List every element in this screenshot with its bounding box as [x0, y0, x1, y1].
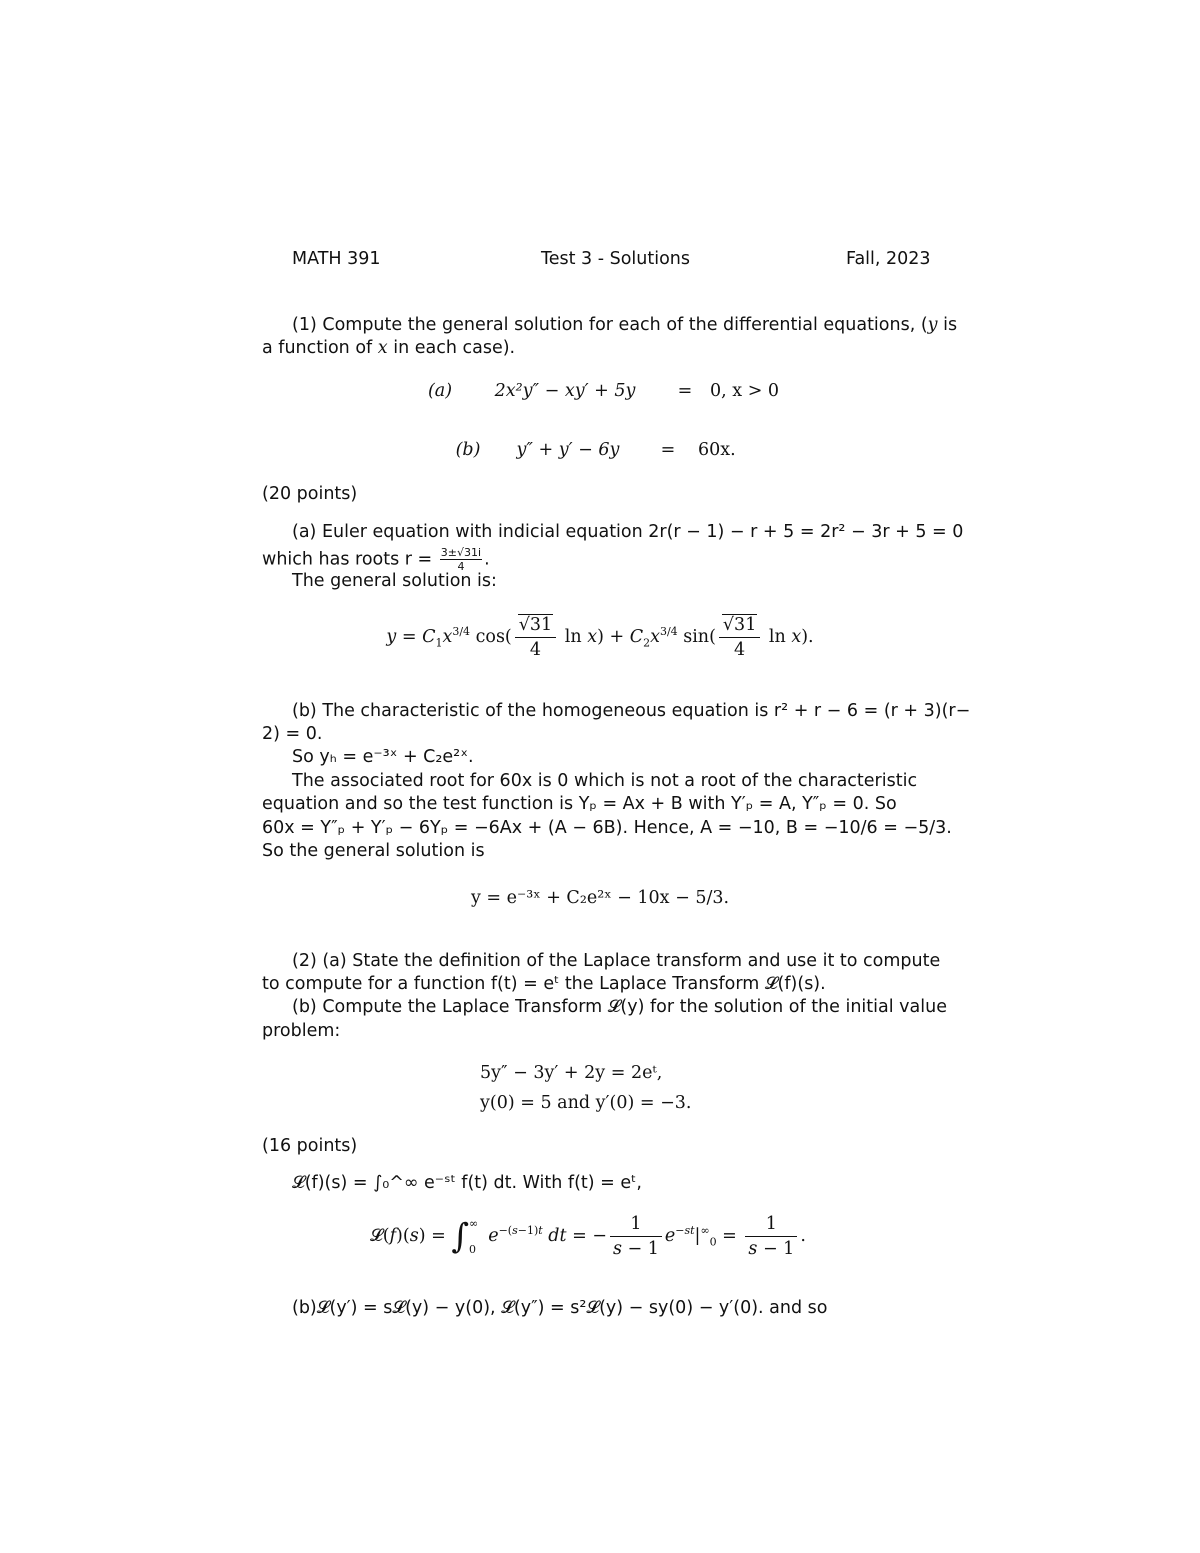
problem1a-solution: $y = C_1x^{3/4}$ cos( $\frac{√31}{4}$ $\ln x) + C_2x^{3/4}$ sin( $\frac{√31}{4}$ ln x).: [386, 615, 814, 660]
problem2-points: (16 points): [262, 1136, 358, 1156]
problem2-line4: problem:: [262, 1021, 341, 1041]
problem1b-line1: (b) The characteristic of the homogeneous equation is r² + r − 6 = (r + 3)(r−: [292, 701, 971, 721]
problem1a-general-label: The general solution is:: [292, 571, 497, 591]
laplace-computation: 𝓛(f)(s) = ∫ ∞ 0 $e^{-(s-1)t}$ dt = − $\frac{1}{s - 1}$ $e^{-st}|^\infty_0$ = $\frac{1}{s - 1}$ .: [370, 1214, 806, 1259]
problem1b-homogeneous: So yₕ = e⁻³ˣ + C₂e²ˣ.: [292, 747, 474, 767]
problem1b-line6: 60x = Y″ₚ + Y′ₚ − 6Yₚ = −6Ax + (A − 6B). Hence, A = −10, B = −10/6 = −5/3.: [262, 818, 952, 838]
problem1b-line2: 2) = 0.: [262, 724, 323, 744]
problem2-line1: (2) (a) State the definition of the Laplace transform and use it to compute: [292, 951, 941, 971]
ivp-initial-conditions: y(0) = 5 and y′(0) = −3.: [480, 1093, 692, 1113]
problem2-line2: to compute for a function f(t) = eᵗ the Laplace Transform 𝓛(f)(s).: [262, 974, 826, 994]
term: Fall, 2023: [846, 249, 931, 269]
problem1b-line4: The associated root for 60x is 0 which is not a root of the characteristic: [292, 771, 918, 791]
problem1-prompt-line1: (1) Compute the general solution for each of the differential equations, (y is: [292, 315, 958, 335]
problem1b-line5: equation and so the test function is Yₚ = Ax + B with Y′ₚ = A, Y″ₚ = 0. So: [262, 794, 897, 814]
problem1-points: (20 points): [262, 484, 358, 504]
document-title: Test 3 - Solutions: [541, 249, 691, 269]
course-code: MATH 391: [292, 249, 381, 269]
problem1a-roots-line: which has roots r = $\frac{3\pm√31i}{4}$ .: [262, 546, 490, 573]
problem1-prompt-line2: a function of x in each case).: [262, 338, 516, 358]
problem1a-euler-line: (a) Euler equation with indicial equation 2r(r − 1) − r + 5 = 2r² − 3r + 5 = 0: [292, 522, 964, 542]
problem2b-transforms: (b)𝓛(y′) = s𝓛(y) − y(0), 𝓛(y″) = s²𝓛(y) − sy(0) − y′(0). and so: [292, 1298, 828, 1318]
problem1b-line7: So the general solution is: [262, 841, 485, 861]
ivp-equation: 5y″ − 3y′ + 2y = 2eᵗ,: [480, 1063, 663, 1083]
laplace-definition: 𝓛(f)(s) = ∫₀^∞ e⁻ˢᵗ f(t) dt. With f(t) = eᵗ,: [292, 1173, 642, 1193]
problem1b-solution: y = e⁻³ˣ + C₂e²ˣ − 10x − 5/3.: [470, 888, 730, 908]
equation-a: (a) 2x²y″ − xy′ + 5y = 0, x > 0: [427, 381, 780, 401]
equation-b: (b) y″ + y′ − 6y = 60x.: [455, 440, 736, 460]
problem2-line3: (b) Compute the Laplace Transform 𝓛(y) for the solution of the initial value: [292, 997, 947, 1017]
ivp-system: [480, 1058, 691, 1118]
